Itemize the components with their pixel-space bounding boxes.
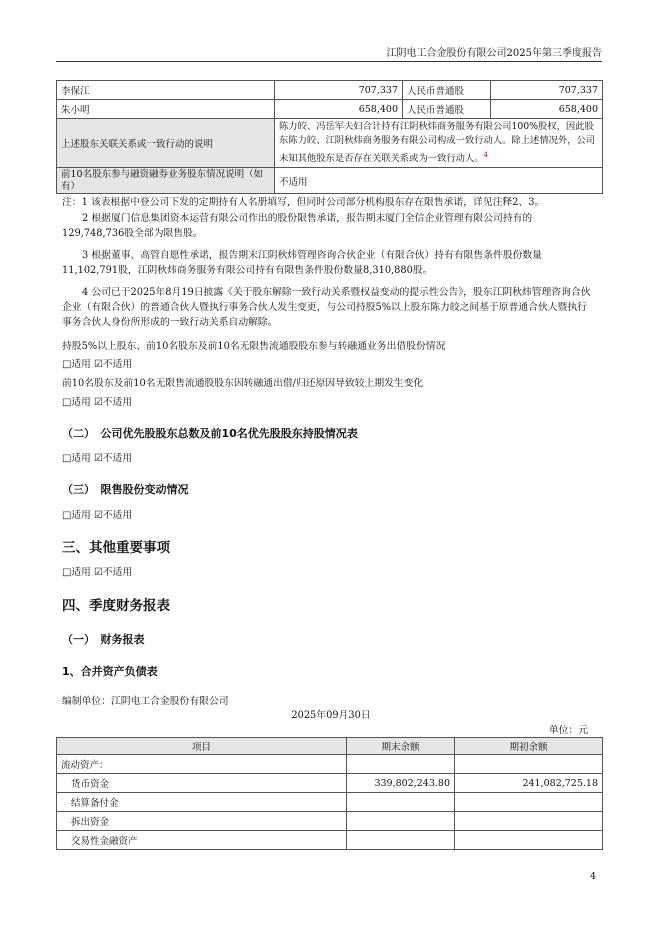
- row-end-balance: [347, 812, 455, 831]
- row-item: 拆出资金: [57, 812, 347, 831]
- holder-name: 李保江: [57, 81, 275, 100]
- column-header-begin-balance: 期初余额: [455, 738, 603, 755]
- row-begin-balance: 241,082,725.18: [455, 774, 603, 793]
- relation-text-cell: [275, 119, 603, 168]
- note-3: 3 根据董事、高管自愿性承诺，报告期末江阴秋炜管理咨询合伙企业（有限合伙）持有有限售条件股份数量11,102,791股，江阴秋炜商务服务有限公司持有有限售条件股份数量8,310,880股。: [62, 250, 543, 276]
- section-balance-sheet: 1、合并资产负债表: [62, 665, 158, 678]
- share-type: 人民币普通股: [403, 81, 491, 100]
- table-row: [57, 831, 603, 850]
- relation-label: 上述股东关联关系或一致行动的说明: [57, 119, 275, 168]
- not-applicable-checkbox: ☑不适用: [93, 397, 133, 408]
- option-row: [62, 358, 132, 371]
- option-row: [62, 396, 132, 409]
- preparer-company: 编制单位：江阴电工合金股份有限公司: [62, 696, 229, 707]
- table-header-row: [57, 738, 603, 755]
- applicable-checkbox: □适用: [62, 453, 91, 464]
- applicable-checkbox: □适用: [62, 397, 91, 408]
- lending-line: 持股5%以上股东、前10名股东及前10名无限售流通股股东参与转融通业务出借股份情况: [62, 341, 446, 352]
- column-header-end-balance: 期末余额: [347, 738, 455, 755]
- header-divider: [56, 61, 602, 62]
- table-row: [57, 793, 603, 812]
- margin-value: 不适用: [275, 168, 603, 194]
- row-end-balance: [347, 755, 455, 774]
- not-applicable-checkbox: ☑不适用: [93, 359, 133, 370]
- row-item: 结算备付金: [57, 793, 347, 812]
- relation-text: 陈力皎、冯岳军夫妇合计持有江阴秋炜商务服务有限公司100%股权，因此股东陈力皎、江阴秋炜商务服务有限公司构成一致行动人。除上述情况外，公司未知其他股东是否存在关联关系或为一致行动人。: [279, 120, 596, 165]
- row-begin-balance: [455, 793, 603, 812]
- note-4: 4 公司已于2025年8月19日披露《关于股东解除一致行动关系暨权益变动的提示性公告》，股东江阴秋炜管理咨询合伙企业（有限合伙）的普通合伙人暨执行事务合伙人发生变更，与公司持股5%以上股东陈力皎之间基于原普通合伙人暨执行事务合伙人身份所形成的一致行动关系自动解除。: [62, 287, 591, 328]
- option-row: [62, 566, 132, 579]
- holder-shares: 707,337: [275, 81, 403, 100]
- table-row: [57, 168, 603, 194]
- column-header-item: 项目: [57, 738, 347, 755]
- not-applicable-checkbox: ☑不适用: [93, 510, 133, 521]
- not-applicable-checkbox: ☑不适用: [93, 453, 133, 464]
- option-row: [62, 509, 132, 522]
- share-count: 707,337: [491, 81, 603, 100]
- balance-sheet-table: [56, 737, 603, 850]
- heading-financial-statements: 四、季度财务报表: [62, 598, 170, 614]
- section-preferred-shareholders: （二） 公司优先股股东总数及前10名优先股股东持股情况表: [62, 427, 358, 440]
- row-begin-balance: [455, 755, 603, 774]
- applicable-checkbox: □适用: [62, 567, 91, 578]
- change-line: 前10名股东及前10名无限售流通股股东因转融通出借/归还原因导致较上期发生变化: [62, 378, 424, 389]
- row-begin-balance: [455, 831, 603, 850]
- table-row: [57, 119, 603, 168]
- unit-label: 单位：元: [548, 725, 588, 736]
- row-end-balance: 339,802,243.80: [347, 774, 455, 793]
- statement-date: 2025年09月30日: [291, 710, 371, 721]
- applicable-checkbox: □适用: [62, 510, 91, 521]
- row-end-balance: [347, 831, 455, 850]
- applicable-checkbox: □适用: [62, 359, 91, 370]
- row-item: 交易性金融资产: [57, 831, 347, 850]
- table-row: [57, 81, 603, 100]
- table-row: [57, 812, 603, 831]
- row-begin-balance: [455, 812, 603, 831]
- share-count: 658,400: [491, 100, 603, 119]
- row-end-balance: [347, 793, 455, 812]
- row-item: 流动资产：: [57, 755, 347, 774]
- row-item: 货币资金: [57, 774, 347, 793]
- footnote-marker: 4: [483, 150, 489, 159]
- page-number: 4: [590, 871, 597, 882]
- section-financial-reports: （一） 财务报表: [62, 633, 145, 646]
- holder-name: 朱小明: [57, 100, 275, 119]
- shareholders-table: [56, 80, 603, 194]
- table-row: [57, 774, 603, 793]
- section-restricted-shares: （三） 限售股份变动情况: [62, 483, 189, 496]
- holder-shares: 658,400: [275, 100, 403, 119]
- table-row: [57, 100, 603, 119]
- margin-label: 前10名股东参与融资融券业务股东情况说明（如有）: [57, 168, 275, 194]
- note-1: 注：1 该表根据中登公司下发的定期持有人名册填写，但同时公司部分机构股东存在限售承诺，详见注释2、3。: [62, 197, 545, 208]
- table-row: [57, 755, 603, 774]
- heading-other-matters: 三、其他重要事项: [62, 540, 170, 556]
- not-applicable-checkbox: ☑不适用: [93, 567, 133, 578]
- option-row: [62, 452, 132, 465]
- share-type: 人民币普通股: [403, 100, 491, 119]
- report-header-title: 江阴电工合金股份有限公司2025年第三季度报告: [386, 48, 602, 59]
- note-2: 2 根据厦门信息集团资本运营有限公司作出的股份限售承诺，报告期末厦门全信企业管理有限公司持有的129,748,736股全部为限售股。: [62, 213, 533, 239]
